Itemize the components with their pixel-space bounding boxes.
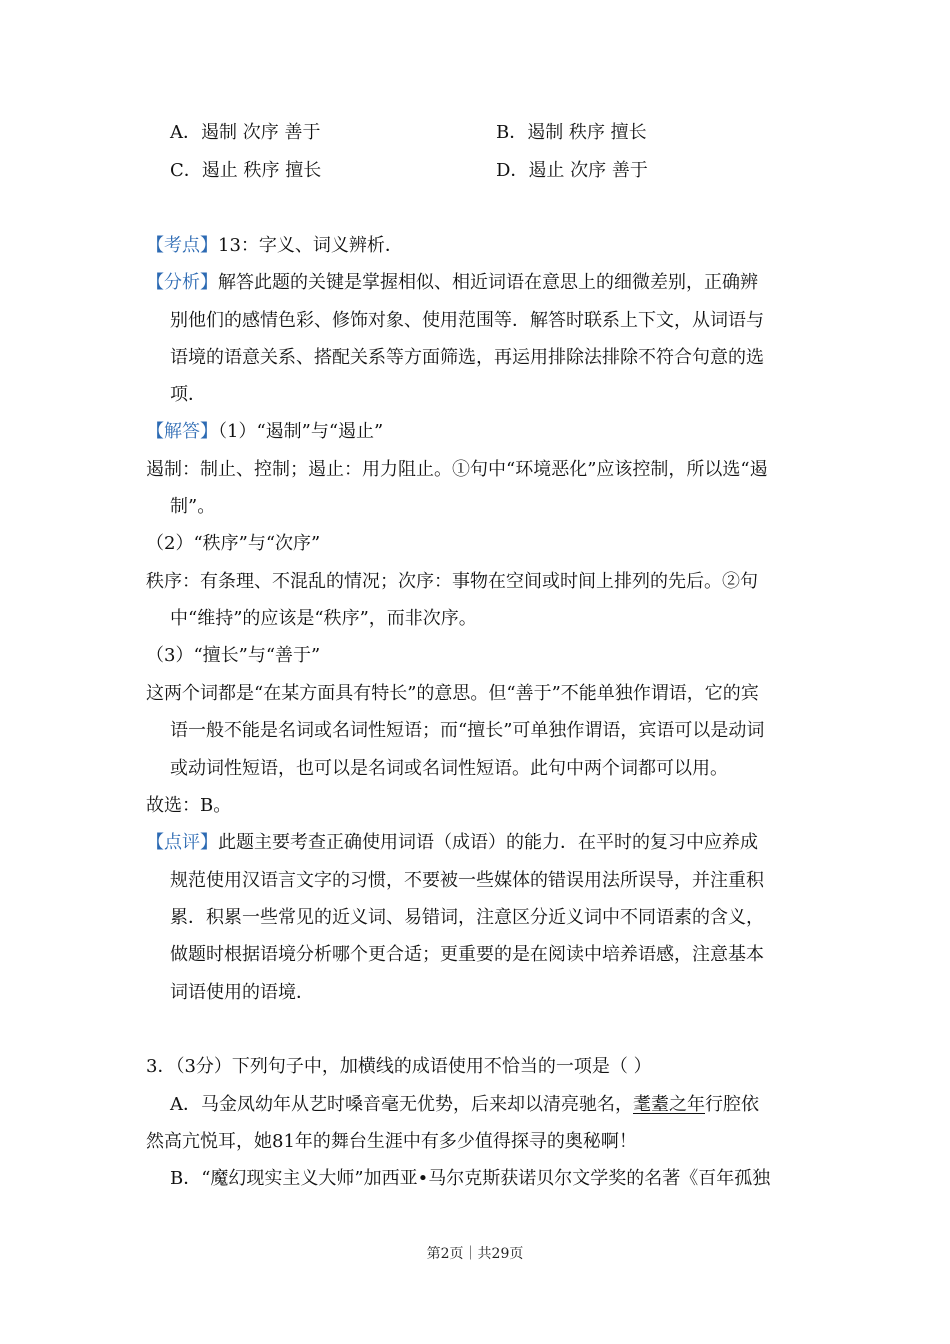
question-3-option-a-line-2: 然高亢悦耳，她81年的舞台生涯中有多少值得探寻的奥秘啊！ [146, 1131, 637, 1152]
option-d: D．遏止 次序 善于 [496, 160, 648, 181]
jieda-answer: 故选：B。 [146, 795, 232, 816]
kaodian-text: 13：字义、词义辨析． [218, 235, 403, 256]
fenxi-line-4: 项． [170, 384, 206, 405]
kaodian-tag: 【考点】 [146, 235, 218, 256]
dianping-tag: 【点评】 [146, 832, 218, 853]
jieda-head: （1）“遏制”与“遏止” [218, 421, 384, 442]
dianping-line-3: 累．积累一些常见的近义词、易错词，注意区分近义词中不同语素的含义， [170, 907, 764, 928]
dianping-line-5: 词语使用的语境． [170, 982, 314, 1003]
fenxi-tag: 【分析】 [146, 272, 218, 293]
page-footer: 第2页｜共29页 [426, 1246, 524, 1262]
jieda-p3-line-2: 语一般不能是名词或名词性短语；而“擅长”可单独作谓语，宾语可以是动词 [170, 720, 765, 741]
jieda-p1-line-1: 遏制：制止、控制；遏止：用力阻止。①句中“环境恶化”应该控制，所以选“遏 [146, 459, 768, 480]
jieda-line-1 [146, 420, 383, 444]
jieda-sub-3: （3）“擅长”与“善于” [146, 645, 321, 666]
option-a: A．遏制 次序 善于 [170, 122, 321, 143]
jieda-p2-line-2: 中“维持”的应该是“秩序”，而非次序。 [170, 608, 477, 629]
jieda-p1-line-2: 制”。 [170, 496, 216, 517]
fenxi-line-1 [146, 271, 758, 295]
question-3-option-a-line-1 [170, 1093, 759, 1117]
dianping-line-1 [146, 831, 758, 855]
kaodian-line [146, 234, 403, 258]
dianping-text-1: 此题主要考查正确使用词语（成语）的能力．在平时的复习中应养成 [218, 832, 758, 853]
option-a-text-pre: A．马金凤幼年从艺时嗓音毫无优势，后来却以清亮驰名， [170, 1094, 633, 1115]
jieda-p3-line-1: 这两个词都是“在某方面具有特长”的意思。但“善于”不能单独作谓语，它的宾 [146, 683, 759, 704]
fenxi-line-3: 语境的语意关系、搭配关系等方面筛选，再运用排除法排除不符合句意的选 [170, 347, 764, 368]
jieda-p2-line-1: 秩序：有条理、不混乱的情况；次序：事物在空间或时间上排列的先后。②句 [146, 571, 758, 592]
dianping-line-4: 做题时根据语境分析哪个更合适；更重要的是在阅读中培养语感，注意基本 [170, 944, 764, 965]
jieda-p3-line-3: 或动词性短语，也可以是名词或名词性短语。此句中两个词都可以用。 [170, 758, 728, 779]
question-3-option-b-line-1: B．“魔幻现实主义大师”加西亚•马尔克斯获诺贝尔文学奖的名著《百年孤独 [170, 1168, 771, 1189]
fenxi-text-1: 解答此题的关键是掌握相似、相近词语在意思上的细微差别，正确辨 [218, 272, 758, 293]
option-a-text-post: 行腔依 [705, 1094, 759, 1115]
fenxi-line-2: 别他们的感情色彩、修饰对象、使用范围等．解答时联系上下文，从词语与 [170, 310, 764, 331]
underlined-idiom: 耄耋之年 [633, 1094, 705, 1115]
question-3-stem: 3．（3分）下列句子中，加横线的成语使用不恰当的一项是（ ） [146, 1056, 652, 1077]
option-b: B．遏制 秩序 擅长 [496, 122, 647, 143]
jieda-tag: 【解答】 [146, 421, 218, 442]
dianping-line-2: 规范使用汉语言文字的习惯，不要被一些媒体的错误用法所误导，并注重积 [170, 870, 764, 891]
option-c: C．遏止 秩序 擅长 [170, 160, 322, 181]
jieda-sub-2: （2）“秩序”与“次序” [146, 533, 321, 554]
